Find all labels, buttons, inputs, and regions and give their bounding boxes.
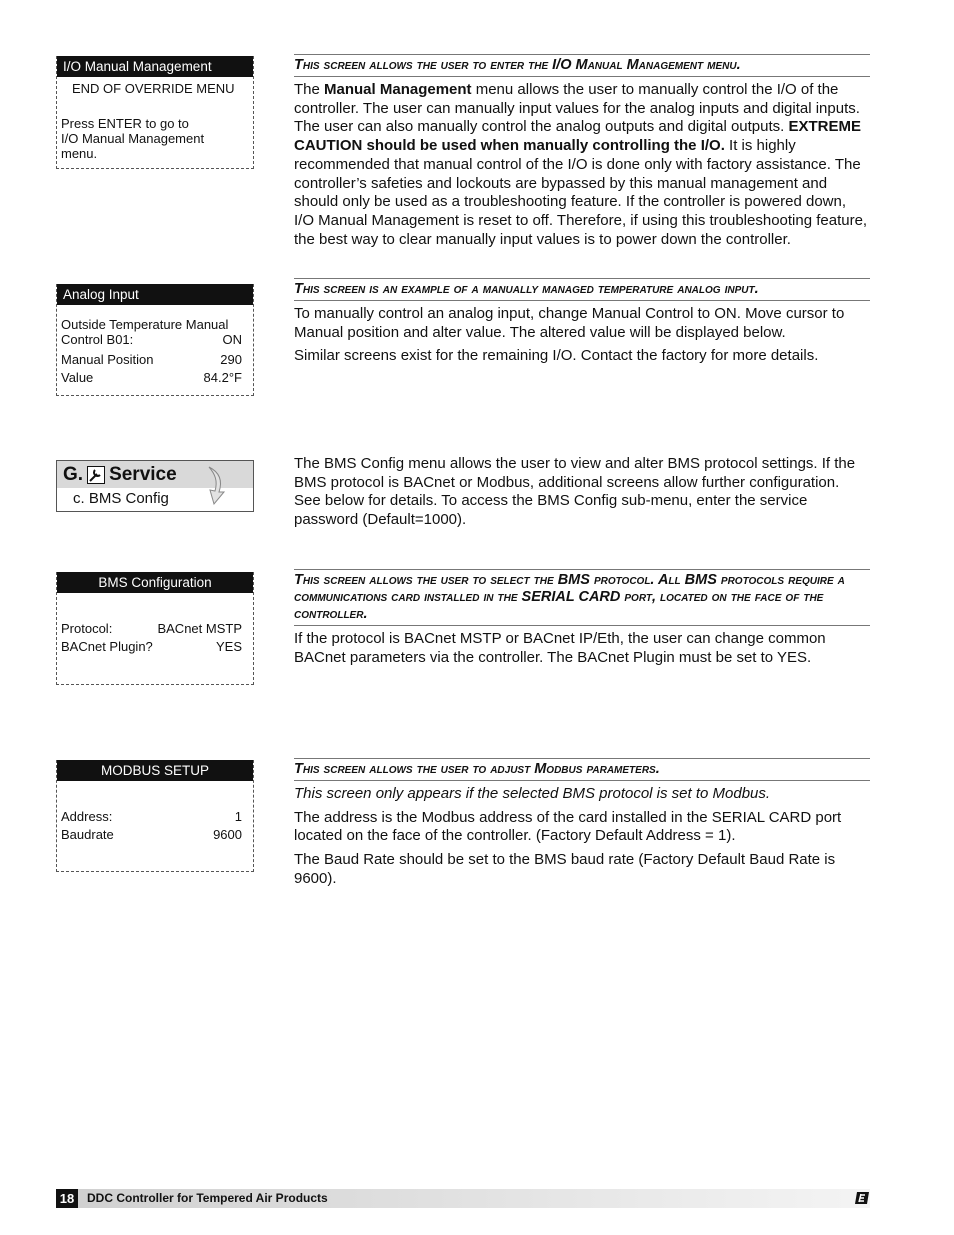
- io-manual-management-screen: [56, 56, 254, 169]
- screen-line: Press ENTER to go to: [61, 116, 189, 131]
- paragraph: Similar screens exist for the remaining I/O. Contact the factory for more details.: [294, 347, 819, 365]
- section-heading: This screen allows the user to enter the I/O Manual Management menu.: [294, 54, 870, 77]
- modbus-setup-screen: [56, 760, 254, 872]
- section-heading: This screen is an example of a manually managed temperature analog input.: [294, 278, 870, 301]
- analog-input-screen: [56, 284, 254, 396]
- section-heading: This screen allows the user to select the BMS protocol. All BMS protocols require a communications card installed in the SERIAL CARD port, located on the face of the controller.: [294, 569, 870, 626]
- paragraph: The Baud Rate should be set to the BMS baud rate (Factory Default Baud Rate is 9600).: [294, 851, 836, 887]
- screen-row: BACnet Plugin? YES: [61, 639, 242, 654]
- screen-row: Protocol: BACnet MSTP: [61, 621, 242, 636]
- page-number: 18: [56, 1189, 78, 1208]
- screen-row: Control B01: ON: [61, 332, 242, 347]
- section-heading: This screen allows the user to adjust Modbus parameters.: [294, 758, 870, 781]
- paragraph: The address is the Modbus address of the card installed in the SERIAL CARD port located on the face of the controller. (Factory Default Address = 1).: [294, 808, 842, 845]
- screen-row: Address: 1: [61, 809, 242, 824]
- screen-line: Outside Temperature Manual: [61, 317, 229, 332]
- page-footer: [56, 1189, 870, 1208]
- paragraph: If the protocol is BACnet MSTP or BACnet IP/Eth, the user can change common BACnet parameters via the controller. The BACnet Plugin must be set to YES.: [294, 630, 826, 666]
- screen-title: BMS Configuration: [57, 572, 253, 593]
- paragraph: To manually control an analog input, change Manual Control to ON. Move cursor to Manual position and alter value. The altered value will be displayed below.: [294, 305, 845, 341]
- paragraph-note: This screen only appears if the selected BMS protocol is set to Modbus.: [294, 785, 771, 802]
- service-wrench-icon: [87, 466, 105, 484]
- service-submenu-item: c. BMS Config: [73, 490, 169, 507]
- bms-configuration-screen: [56, 572, 254, 685]
- arrow-icon: [205, 464, 229, 506]
- screen-row: Baudrate 9600: [61, 827, 242, 842]
- screen-line: I/O Manual Management: [61, 131, 205, 146]
- screen-title: MODBUS SETUP: [57, 760, 253, 781]
- footer-title: DDC Controller for Tempered Air Products: [87, 1191, 328, 1205]
- section-analog-input: [294, 278, 870, 371]
- service-header: G. Service: [57, 461, 253, 488]
- paragraph: The Manual Management menu allows the user to manually control the I/O of the controller. The user can manually input values for the analog inputs and digital inputs. The user can also manually control the analog outputs and digital outputs. EXTREME CAUTION should be used when manually controlling the I/O. It is highly recommended that manual control of the I/O is done only with factory assistance. The controller’s safeties and lockouts are bypassed by this manual management and should only be used as a troubleshooting feature. If the controller is powered down, I/O Manual Management is reset to off. Therefore, if using this troubleshooting feature, the best way to clear manually input values is to power down the controller.: [294, 81, 868, 248]
- screen-row: Value 84.2°F: [61, 370, 242, 385]
- section-io-manual: [294, 54, 870, 254]
- screen-line: END OF OVERRIDE MENU: [72, 81, 235, 96]
- screen-title: Analog Input: [57, 284, 253, 305]
- section-bms-config: [294, 455, 870, 535]
- screen-line: menu.: [61, 146, 98, 161]
- section-modbus: [294, 758, 870, 894]
- service-menu-box: [56, 460, 254, 512]
- screen-title: I/O Manual Management: [57, 56, 253, 77]
- screen-row: Manual Position 290: [61, 352, 242, 367]
- section-bms-protocol: [294, 569, 870, 672]
- company-logo-icon: [854, 1190, 870, 1206]
- paragraph: The BMS Config menu allows the user to view and alter BMS protocol settings. If the BMS protocol is BACnet or Modbus, additional screens allow further configuration. See below for details. To access the BMS Config sub-menu, enter the service password (Default=1000).: [294, 455, 856, 529]
